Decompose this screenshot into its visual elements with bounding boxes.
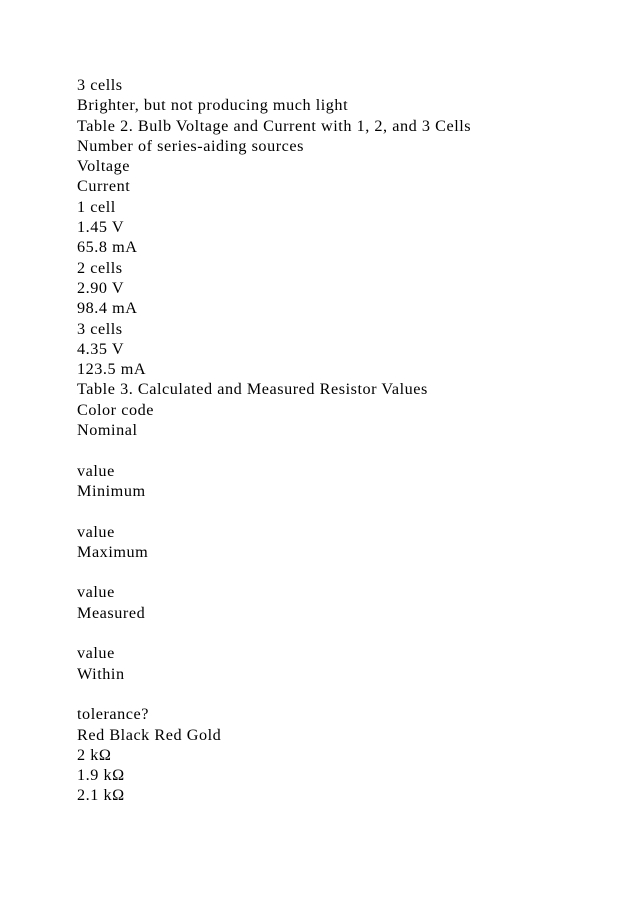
- table-3-header: Minimum: [77, 481, 146, 500]
- table-2-cell: 3 cells: [77, 319, 123, 338]
- blank-line: [77, 623, 617, 643]
- table-3-header: value: [77, 583, 115, 602]
- table-3-header: Nominal: [77, 421, 138, 440]
- table-2-cell: 123.5 mA: [77, 360, 147, 379]
- table-3-header: Maximum: [77, 542, 149, 561]
- table-2-cell: 2.90 V: [77, 278, 125, 297]
- table-3-header: Color code: [77, 400, 154, 419]
- table-3-cell: 2 kΩ: [77, 745, 112, 764]
- table-3-caption: Table 3. Calculated and Measured Resistor Values: [77, 380, 428, 399]
- text-line: Brighter, but not producing much light: [77, 96, 349, 115]
- document-text: [77, 75, 617, 806]
- table-3-cell: Red Black Red Gold: [77, 725, 222, 744]
- table-2-header-voltage: Voltage: [77, 157, 131, 176]
- table-2-cell: 1 cell: [77, 197, 116, 216]
- table-3-header: Measured: [77, 603, 146, 622]
- table-2-caption: Table 2. Bulb Voltage and Current with 1, 2, and 3 Cells: [77, 116, 472, 135]
- table-2-cell: 4.35 V: [77, 339, 125, 358]
- table-2-cell: 98.4 mA: [77, 299, 138, 318]
- table-3-header: value: [77, 644, 115, 663]
- blank-line: [77, 684, 617, 704]
- blank-line: [77, 501, 617, 521]
- table-2-cell: 2 cells: [77, 258, 123, 277]
- table-3-cell: 2.1 kΩ: [77, 786, 125, 805]
- table-3-header: value: [77, 522, 115, 541]
- table-2-cell: 1.45 V: [77, 218, 125, 237]
- table-3-header: Within: [77, 664, 125, 683]
- table-3-header: tolerance?: [77, 705, 149, 724]
- blank-line: [77, 562, 617, 582]
- table-2-header-sources: Number of series-aiding sources: [77, 136, 304, 155]
- table-3-cell: 1.9 kΩ: [77, 766, 125, 785]
- table-3-header: value: [77, 461, 115, 480]
- blank-line: [77, 440, 617, 460]
- text-line: 3 cells: [77, 76, 123, 94]
- table-2-cell: 65.8 mA: [77, 238, 138, 257]
- table-2-header-current: Current: [77, 177, 131, 196]
